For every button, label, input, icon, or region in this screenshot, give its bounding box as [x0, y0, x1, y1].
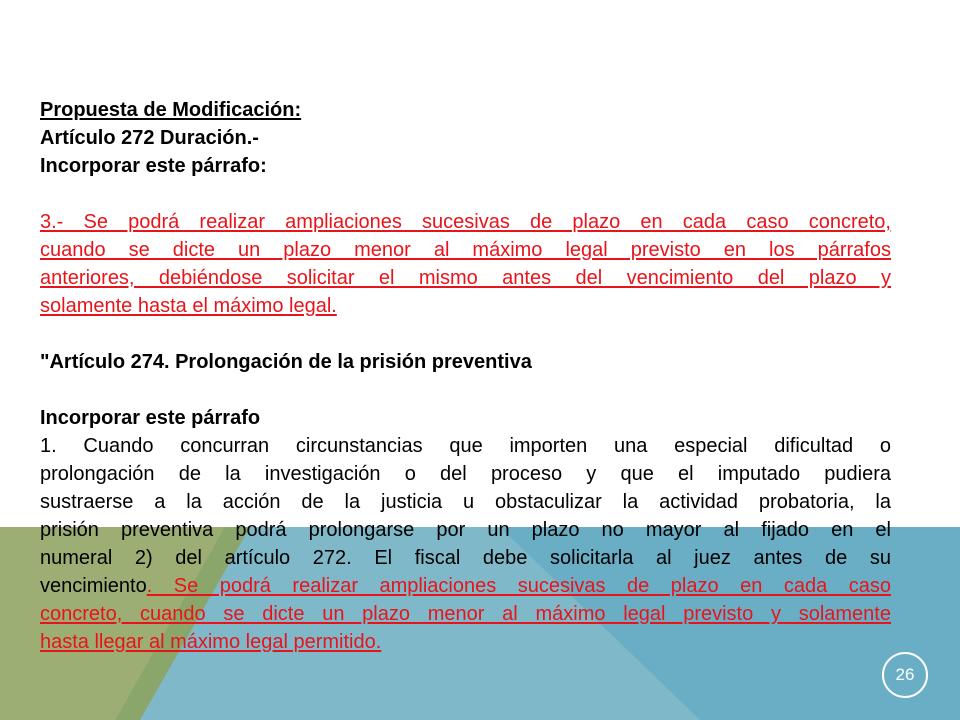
article-line: sustraerse a la acción de la justicia u obstaculizar la actividad probatoria, la — [40, 491, 891, 513]
proposal-line: hasta llegar al máximo legal permitido. — [40, 631, 382, 653]
article-text-end: vencimiento — [40, 575, 147, 597]
heading-articulo-274: "Artículo 274. Prolongación de la prisión preventiva — [40, 351, 532, 373]
slide-body — [40, 96, 891, 656]
article-line: prolongación de la investigación o del proceso y que el imputado pudiera — [40, 463, 891, 485]
proposal-line: concreto, cuando se dicte un plazo menor al máximo legal previsto y solamente — [40, 603, 891, 625]
heading-incorporar-1: Incorporar este párrafo: — [40, 155, 267, 177]
article-line: prisión preventiva podrá prolongarse por un plazo no mayor al fijado en el — [40, 519, 891, 541]
proposal-paragraph-272 — [40, 208, 891, 320]
proposal-line: anteriores, debiéndose solicitar el mismo antes del vencimiento del plazo y — [40, 267, 891, 289]
proposal-line: solamente hasta el máximo legal. — [40, 295, 337, 317]
proposal-line: 3.- Se podrá realizar ampliaciones sucesivas de plazo en cada caso concreto, — [40, 211, 891, 233]
heading-incorporar-2: Incorporar este párrafo — [40, 407, 261, 429]
article-line: 1. Cuando concurran circunstancias que importen una especial dificultad o — [40, 435, 891, 457]
article-mixed-line — [40, 572, 891, 600]
proposal-text-start: . Se podrá realizar ampliaciones sucesivas de plazo en cada caso — [146, 575, 891, 597]
article-line: numeral 2) del artículo 272. El fiscal debe solicitarla al juez antes de su — [40, 547, 891, 569]
slide-number-badge: 26 — [882, 652, 928, 698]
proposal-line: cuando se dicte un plazo menor al máximo legal previsto en los párrafos — [40, 239, 891, 261]
heading-articulo-272: Artículo 272 Duración.- — [40, 127, 259, 149]
article-274-paragraph — [40, 432, 891, 656]
heading-propuesta: Propuesta de Modificación: — [40, 99, 302, 121]
